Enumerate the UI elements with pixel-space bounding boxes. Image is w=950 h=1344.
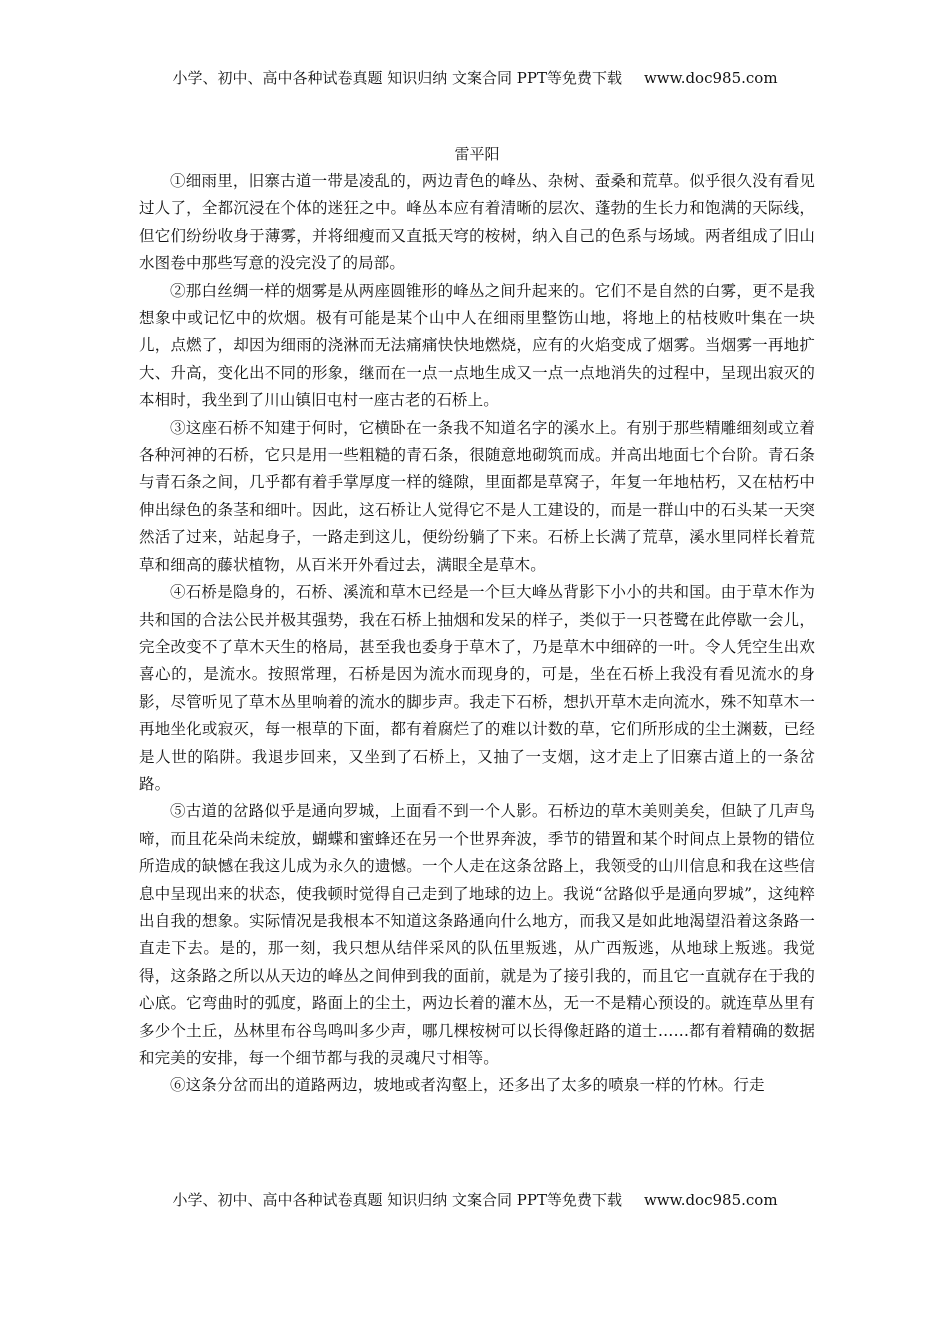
- paragraph-4: ④石桥是隐身的，石桥、溪流和草木已经是一个巨大峰丛背影下小小的共和国。由于草木作为共和国的合法公民并极其强势，我在石桥上抽烟和发呆的样子，类似于一只苍鹭在此停歇一会儿，完全改变不了草木天生的格局，甚至我也委身于草木了，乃是草木中细碎的一叶。令人凭空生出欢喜心的，是流水。按照常理，石桥是因为流水而现身的，可是，坐在石桥上我没有看见流水的身影，尽管听见了草木丛里响着的流水的脚步声。我走下石桥，想扒开草木走向流水，殊不知草木一再地坐化或寂灭，每一根草的下面，都有着腐烂了的难以计数的草，它们所形成的尘土渊薮，已经是人世的陷阱。我退步回来，又坐到了石桥上，又抽了一支烟，这才走上了旧寨古道上的一条岔路。: [139, 583, 815, 793]
- paragraph-6: ⑥这条分岔而出的道路两边，坡地或者沟壑上，还多出了太多的喷泉一样的竹林。行走: [170, 1076, 765, 1095]
- header-site-link[interactable]: www.doc985.com: [643, 69, 778, 87]
- footer-site-link[interactable]: www.doc985.com: [643, 1191, 778, 1209]
- page-footer: [0, 1190, 950, 1210]
- page-header: [0, 68, 950, 88]
- article-author: 雷平阳: [454, 145, 500, 163]
- article-body: [139, 140, 815, 1100]
- paragraph-1: ①细雨里，旧寨古道一带是凌乱的，两边青色的峰丛、杂树、蚕桑和荒草。似乎很久没有看见过人了，全都沉浸在个体的迷狂之中。峰丛本应有着清晰的层次、蓬勃的生长力和饱满的天际线，但它们纷纷收身于薄雾，并将细瘦而又直抵天穹的桉树，纳入自己的色系与场域。两者组成了旧山水图卷中那些写意的没完没了的局部。: [139, 172, 815, 273]
- paragraph-5: ⑤古道的岔路似乎是通向罗城，上面看不到一个人影。石桥边的草木美则美矣，但缺了几声鸟啼，而且花朵尚未绽放，蝴蝶和蜜蜂还在另一个世界奔波，季节的错置和某个时间点上景物的错位所造成的缺憾在我这儿成为永久的遗憾。一个人走在这条岔路上，我领受的山川信息和我在这些信息中呈现出来的状态，使我顿时觉得自己走到了地球的边上。我说“岔路似乎是通向罗城”，这纯粹出自我的想象。实际情况是我根本不知道这条路通向什么地方，而我又是如此地渴望沿着这条路一直走下去。是的，那一刻，我只想从结伴采风的队伍里叛逃，从广西叛逃，从地球上叛逃。我觉得，这条路之所以从天边的峰丛之间伸到我的面前，就是为了接引我的，而且它一直就存在于我的心底。它弯曲时的弧度，路面上的尘土，两边长着的灌木丛，无一不是精心预设的。就连草丛里有多少个土丘，丛林里布谷鸟鸣叫多少声，哪几棵桉树可以长得像赶路的道士……都有着精确的数据和完美的安排，每一个细节都与我的灵魂尺寸相等。: [139, 802, 815, 1067]
- paragraph-2: ②那白丝绸一样的烟雾是从两座圆锥形的峰丛之间升起来的。它们不是自然的白雾，更不是我想象中或记忆中的炊烟。极有可能是某个山中人在细雨里整饬山地，将地上的枯枝败叶集在一块儿，点燃了，却因为细雨的浇淋而无法痛痛快快地燃烧，应有的火焰变成了烟雾。当烟雾一再地扩大、升高，变化出不同的形象，继而在一点一点地生成又一点一点地消失的过程中，呈现出寂灭的本相时，我坐到了川山镇旧屯村一座古老的石桥上。: [139, 281, 815, 410]
- header-text: 小学、初中、高中各种试卷真题 知识归纳 文案合同 PPT等免费下载: [172, 69, 622, 87]
- footer-text: 小学、初中、高中各种试卷真题 知识归纳 文案合同 PPT等免费下载: [172, 1191, 622, 1209]
- paragraph-3: ③这座石桥不知建于何时，它横卧在一条我不知道名字的溪水上。有别于那些精雕细刻或立着各种河神的石桥，它只是用一些粗糙的青石条，很随意地砌筑而成。并高出地面七个台阶。青石条与青石条之间，几乎都有着手掌厚度一样的缝隙，里面都是草窝子，年复一年地枯朽，又在枯朽中伸出绿色的条茎和细叶。因此，这石桥让人觉得它不是人工建设的，而是一群山中的石头某一天突然活了过来，站起身子，一路走到这儿，便纷纷躺了下来。石桥上长满了荒草，溪水里同样长着荒草和细高的藤状植物，从百米开外看过去，满眼全是草木。: [139, 418, 815, 574]
